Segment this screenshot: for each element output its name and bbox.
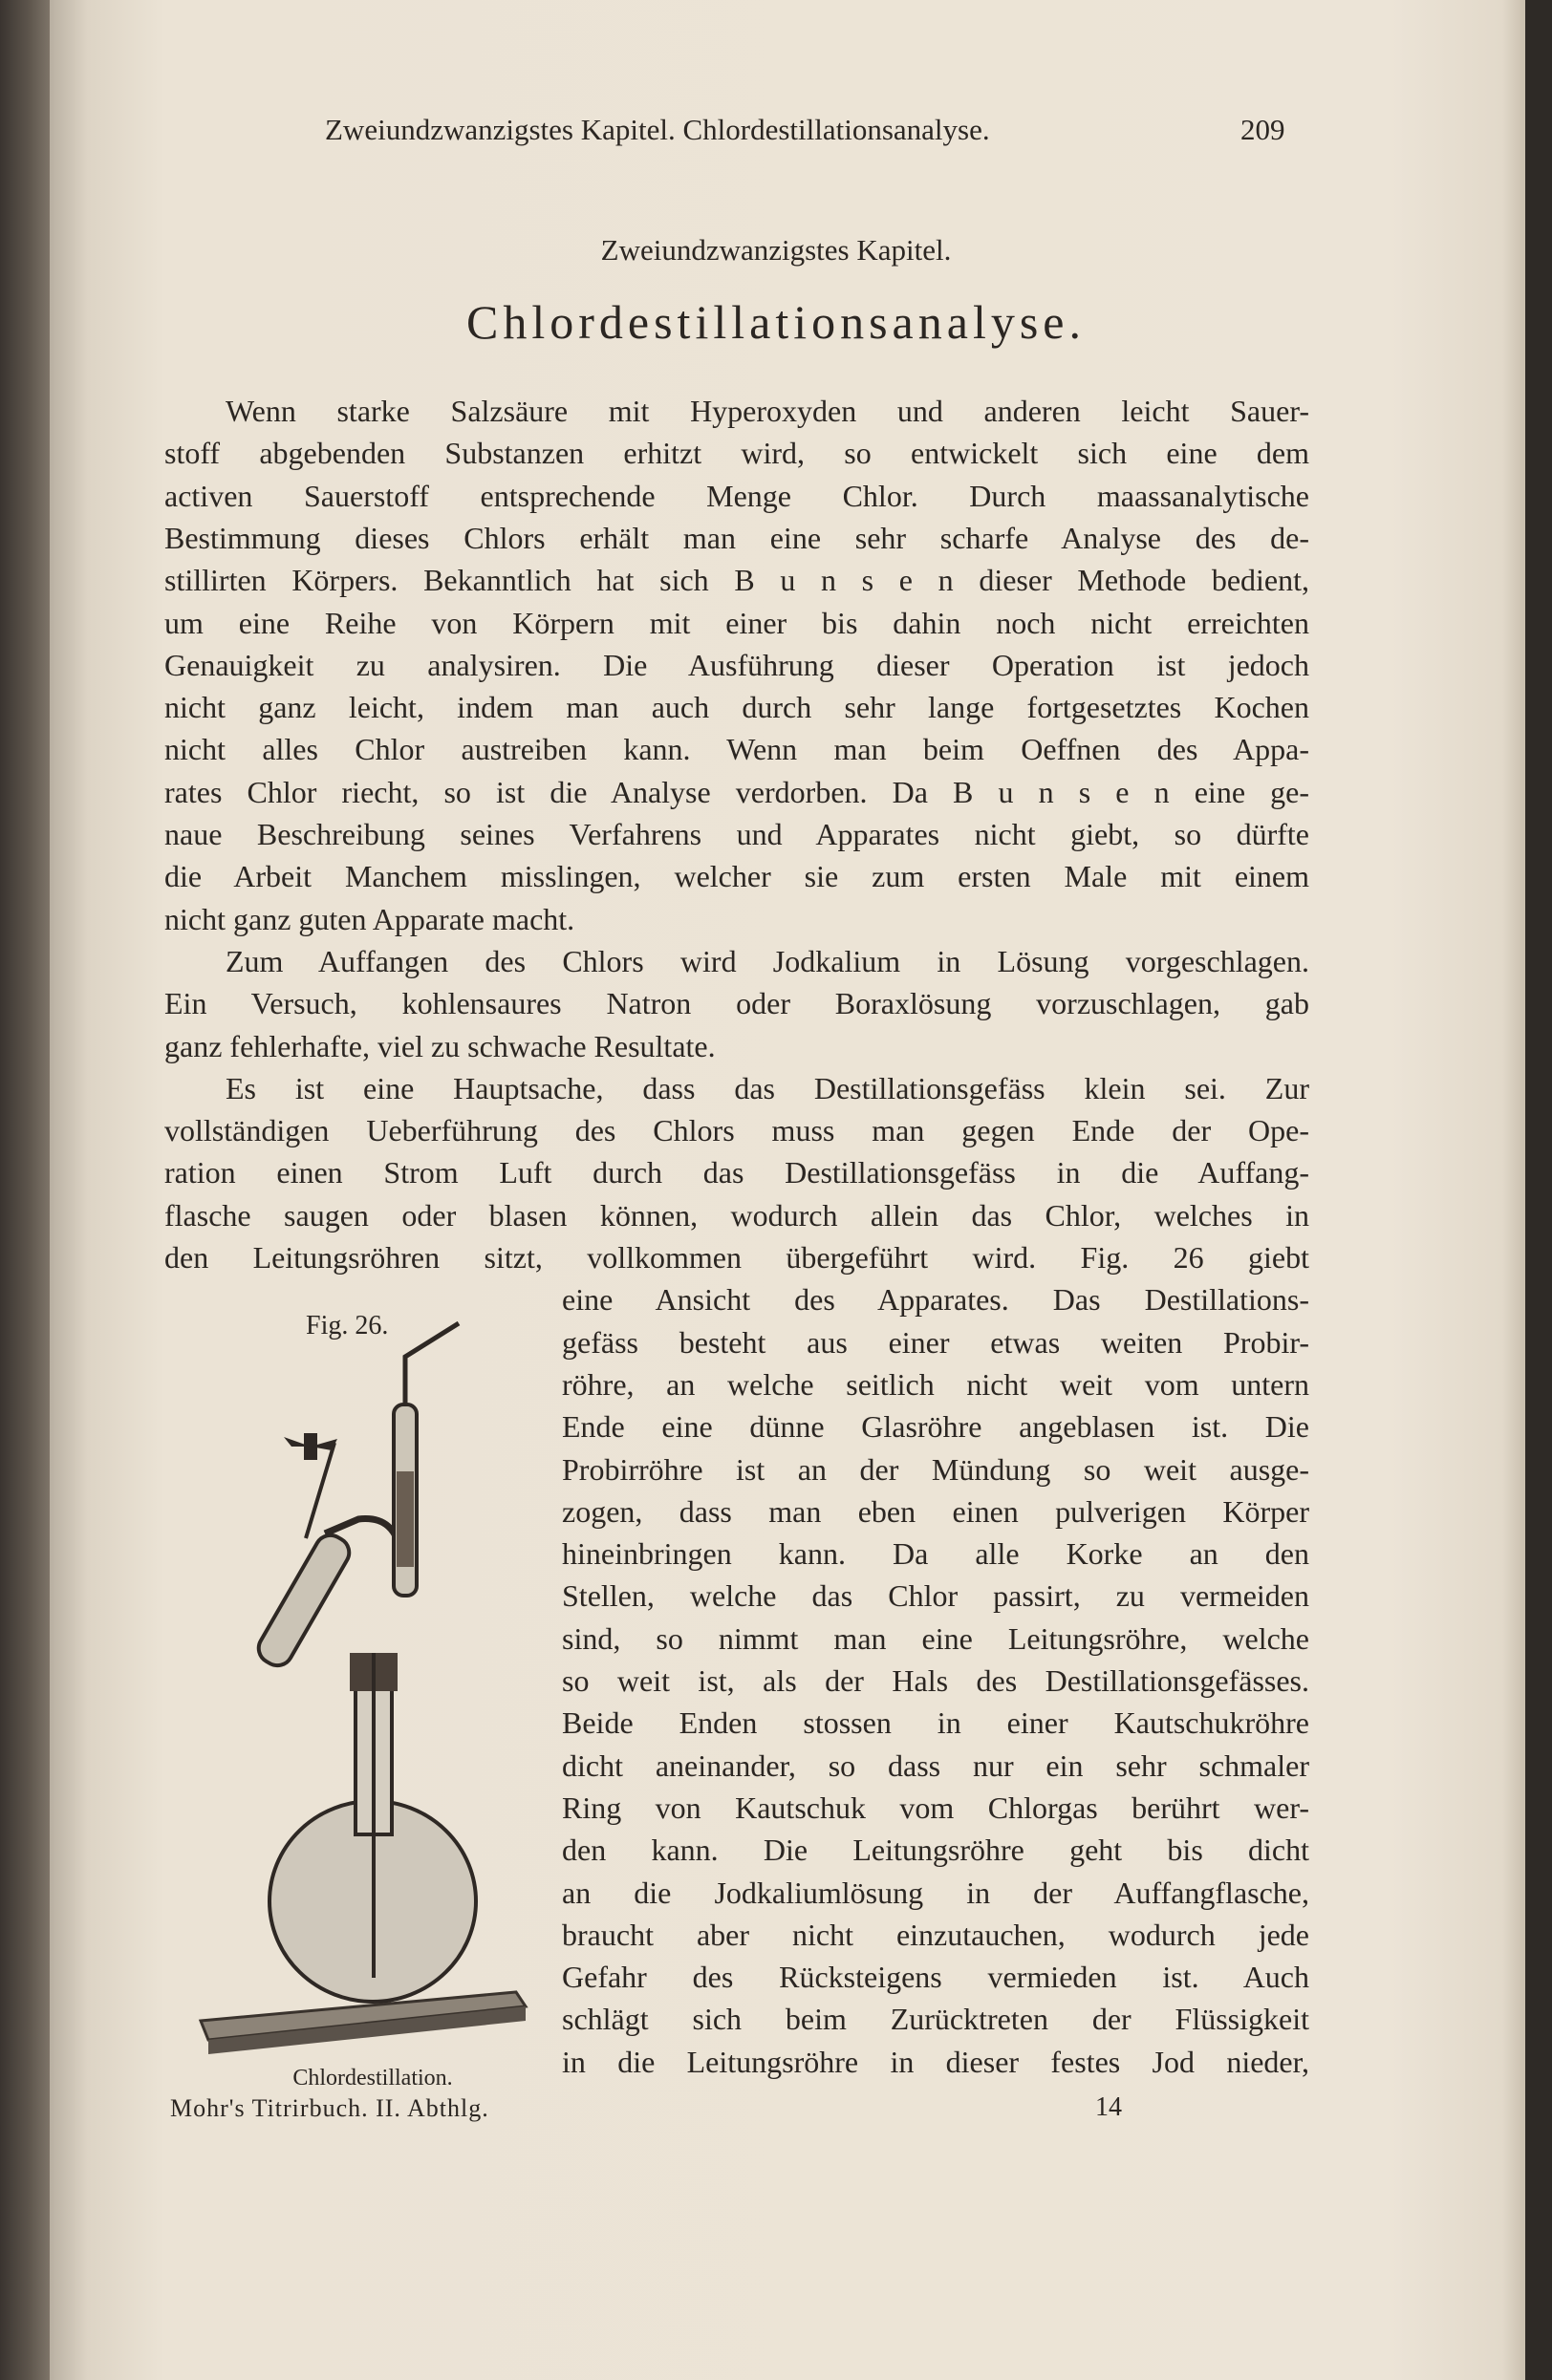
figure-caption: Chlordestillation. (292, 2066, 453, 2091)
text-line: rates Chlor riecht, so ist die Analyse verdorben. Da B u n s e n eine ge- (164, 774, 1309, 809)
text-line: naue Beschreibung seines Verfahrens und Apparates nicht giebt, so dürfte (164, 817, 1309, 851)
text-line: Genauigkeit zu analysiren. Die Ausführung dieser Operation ist jedoch (164, 647, 1309, 682)
sheet-number: 14 (1095, 2092, 1122, 2122)
running-title: Zweiundzwanzigstes Kapitel. Chlordestillationsanalyse. (325, 113, 990, 146)
text-line: ganz fehlerhafte, viel zu schwache Resultate. (164, 1028, 716, 1063)
text-line: nicht ganz guten Apparate macht. (164, 901, 575, 936)
text-line: den kann. Die Leitungsröhre geht bis dicht (562, 1833, 1309, 1868)
text-line: Probirröhre ist an der Mündung so weit ausge- (562, 1451, 1309, 1487)
text-line: Stellen, welche das Chlor passirt, zu vermeiden (562, 1578, 1309, 1614)
text-line: nicht ganz leicht, indem man auch durch sehr lange fortgesetztes Kochen (164, 690, 1309, 725)
text-line: die Arbeit Manchem misslingen, welcher sie zum ersten Male mit einem (164, 859, 1309, 894)
text-line: so weit ist, als der Hals des Destillationsgefässes. (562, 1663, 1309, 1698)
text-line: Bestimmung dieses Chlors erhält man eine sehr scharfe Analyse des de- (164, 520, 1309, 555)
chapter-label: Zweiundzwanzigstes Kapitel. (600, 233, 952, 267)
text-line: schlägt sich beim Zurücktreten der Flüssigkeit (562, 2002, 1309, 2037)
text-line: flasche saugen oder blasen können, wodurch allein das Chlor, welches in (164, 1197, 1309, 1233)
text-line: sind, so nimmt man eine Leitungsröhre, welche (562, 1620, 1309, 1656)
text-line: ration einen Strom Luft durch das Destillationsgefäss in die Auffang- (164, 1155, 1309, 1190)
text-line: Gefahr des Rücksteigens vermieden ist. Auch (562, 1960, 1309, 1995)
page-number: 209 (1240, 113, 1285, 146)
text-line: eine Ansicht des Apparates. Das Destillations- (562, 1282, 1309, 1318)
figure-label: Fig. 26. (306, 1311, 389, 1340)
text-line: Es ist eine Hauptsache, dass das Destillationsgefäss klein sei. Zur (226, 1070, 1309, 1105)
text-line: stoff abgebenden Substanzen erhitzt wird, so entwickelt sich eine dem (164, 436, 1309, 471)
footer-signature: Mohr's Titrirbuch. II. Abthlg. (170, 2094, 489, 2122)
text-line: activen Sauerstoff entsprechende Menge Chlor. Durch maassanalytische (164, 478, 1309, 513)
text-line: dicht aneinander, so dass nur ein sehr schmaler (562, 1747, 1309, 1783)
text-line: Beide Enden stossen in einer Kautschukröhre (562, 1705, 1309, 1741)
text-line: nicht alles Chlor austreiben kann. Wenn man beim Oeffnen des Appa- (164, 732, 1309, 767)
text-line: Ende eine dünne Glasröhre angeblasen ist. Die (562, 1409, 1309, 1445)
text-line: braucht aber nicht einzutauchen, wodurch jede (562, 1917, 1309, 1952)
book-spine-shadow (0, 0, 57, 2380)
text-line: hineinbringen kann. Da alle Korke an den (562, 1536, 1309, 1572)
text-line: stillirten Körpers. Bekanntlich hat sich B u n s e n dieser Methode bedient, (164, 563, 1309, 598)
text-line: an die Jodkaliumlösung in der Auffangflasche, (562, 1875, 1309, 1910)
text-line: röhre, an welche seitlich nicht weit vom untern (562, 1366, 1309, 1402)
text-line: Ein Versuch, kohlensaures Natron oder Boraxlösung vorzuschlagen, gab (164, 986, 1309, 1021)
text-line: gefäss besteht aus einer etwas weiten Probir- (562, 1324, 1309, 1360)
text-line: vollständigen Ueberführung des Chlors muss man gegen Ende der Ope- (164, 1113, 1309, 1148)
text-line: in die Leitungsröhre in dieser festes Jod nieder, (562, 2044, 1309, 2079)
text-line: Ring von Kautschuk vom Chlorgas berührt wer- (562, 1790, 1309, 1825)
text-line: um eine Reihe von Körpern mit einer bis dahin noch nicht erreichten (164, 605, 1309, 640)
text-line: zogen, dass man eben einen pulverigen Körper (562, 1493, 1309, 1529)
text-line: Wenn starke Salzsäure mit Hyperoxyden und anderen leicht Sauer- (226, 394, 1309, 428)
text-line: den Leitungsröhren sitzt, vollkommen übergeführt wird. Fig. 26 giebt (164, 1240, 1309, 1275)
figure-chlorine-distillation-apparatus (191, 1319, 554, 2064)
text-line: Zum Auffangen des Chlors wird Jodkalium in Lösung vorgeschlagen. (226, 943, 1309, 978)
chapter-title: Chlordestillationsanalyse. (466, 295, 1086, 349)
